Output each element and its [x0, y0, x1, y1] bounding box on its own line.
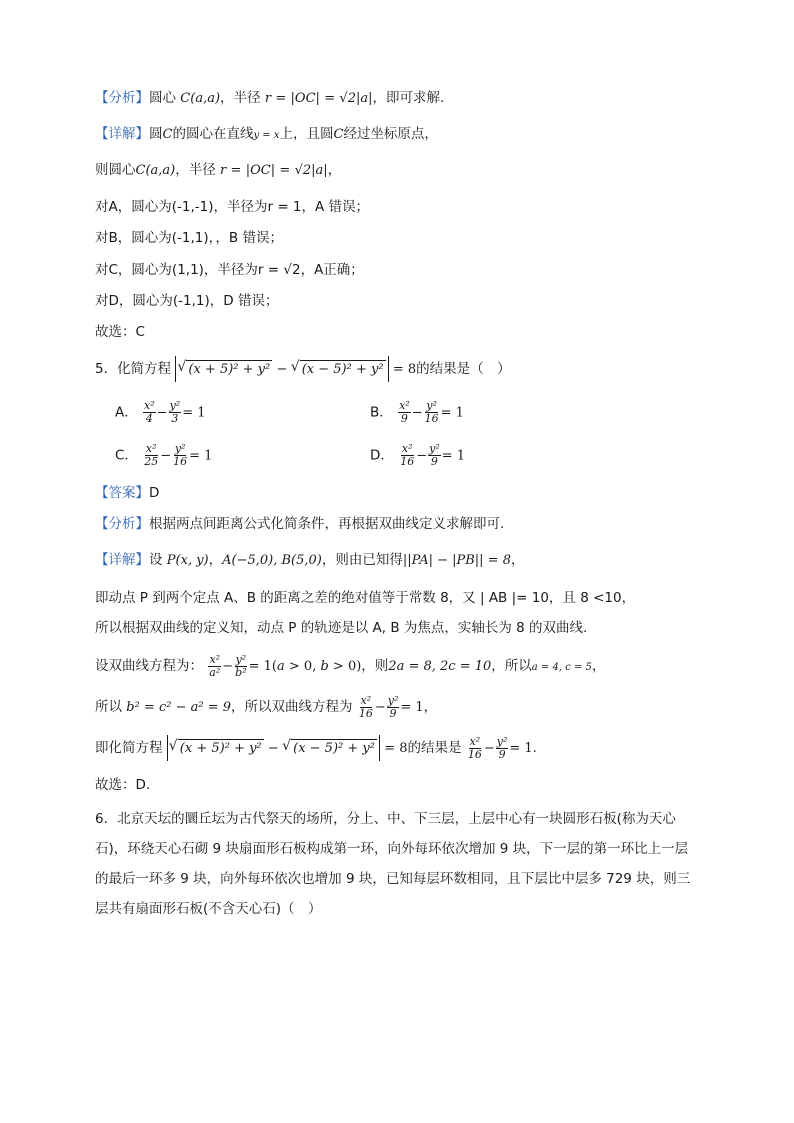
math: $\frac{\text{x²}}{\text{a²}}$: [209, 652, 221, 679]
text: ，则: [361, 658, 389, 674]
text: D．: [370, 447, 394, 464]
answer-tag: 【答案】: [95, 485, 149, 501]
text: 即化简方程: [95, 740, 163, 756]
math: r: [220, 163, 227, 178]
text: ，半径: [220, 90, 261, 106]
text: ，即可求解.: [372, 90, 445, 106]
text: 5．化简方程: [95, 361, 172, 377]
option-b[interactable]: B． $\frac{\text{x²}}{9}$ − $\frac{\text{y²}}{16}$ = 1: [370, 399, 464, 425]
text: D: [149, 485, 160, 501]
xiangjie-tag: 【详解】: [95, 552, 149, 568]
fenxi-tag: 【分析】: [95, 90, 149, 106]
math: y = x: [253, 130, 280, 141]
q6-l2: 石)，环绕天心石砌 9 块扇面形石板构成第一环，向外每环依次增加 9 块，下一层的第一环比上一层: [95, 841, 689, 857]
math: C(a,a): [180, 91, 221, 106]
option-a[interactable]: A． $\frac{\text{x²}}{4}$ − $\frac{\text{y²}}{3}$ = 1: [115, 399, 206, 425]
q5-l1: 即动点 P 到两个定点 A、B 的距离之差的绝对值等于常数 8，又 | AB |= 10，且 8 <10，: [95, 590, 636, 606]
math: $\frac{\text{x²}}{4}$: [144, 399, 155, 425]
math: $\frac{\text{x²}}{16}$: [400, 442, 415, 468]
option-c[interactable]: C． $\frac{\text{x²}}{25}$ − $\frac{\text{y²}}{16}$ = 1: [115, 442, 213, 468]
math: $\frac{\text{y²}}{9}$: [429, 442, 440, 468]
math: P(x, y): [166, 553, 209, 568]
then-line: 则圆心C(a,a)，半径 r = |OC| = √2|a|，: [95, 162, 342, 178]
math-abs: √ (x + 5)² + y² − √ (x − 5)² + y²: [167, 735, 380, 761]
text: 经过坐标原点，: [343, 126, 438, 142]
q5-final: 故选：D.: [95, 777, 151, 793]
q6-l4: 层共有扇面形石板(不含天心石)（ ）: [95, 901, 322, 917]
q5-l5: 即化简方程 √ (x + 5)² + y² − √ (x − 5)² + y² = 8的结果是 $\frac{\text{x²}}{16}$ − $\frac{\text{y²}}{9}$ = 1.: [95, 735, 537, 762]
math: $\frac{\text{y²}}{9}$: [496, 734, 508, 761]
math: $\frac{\text{y²}}{3}$: [169, 399, 181, 425]
text: ，所以: [491, 658, 532, 674]
math: $\frac{\text{x²}}{9}$: [399, 399, 410, 425]
text: ，: [327, 162, 342, 178]
q5-xiangjie: 【详解】设 P(x, y)，A(−5,0), B(5,0)，则由已知得||PA| − |PB|| = 8，: [95, 552, 525, 568]
xiangjie-tag: 【详解】: [95, 126, 149, 142]
text: A．: [115, 404, 138, 421]
text: ，所以双曲线方程为: [231, 699, 353, 715]
math: C(a,a): [135, 163, 176, 178]
q6-l1: 6．北京天坛的圜丘坛为古代祭天的场所，分上、中、下三层，上层中心有一块圆形石板(称为天心: [95, 811, 676, 827]
q5-l4: 所以 b² = c² − a² = 9，所以双曲线方程为 $\frac{\text{x²}}{16}$ − $\frac{\text{y²}}{9}$ = 1，: [95, 693, 438, 720]
q5-l3: 设双曲线方程为： $\frac{\text{x²}}{\text{a²}}$ − $\frac{\text{y²}}{\text{b²}}$ = 1(a > 0, b > 0)，则2a = 8, 2c = 10，所以a = 4, c = 5，: [95, 652, 606, 679]
q6-l3: 的最后一环多 9 块，向外每环依次也增加 9 块，已知每层环数相同，且下层比中层多 729 块，则三: [95, 871, 691, 887]
case-b: 对B，圆心为(-1,1)，，B 错误；: [95, 230, 283, 246]
text: B．: [370, 404, 393, 421]
case-d: 对D，圆心为(-1,1)，D 错误；: [95, 293, 279, 309]
math: r: [264, 91, 272, 106]
q5-fenxi: [95, 514, 504, 534]
math: $\frac{\text{x²}}{25}$: [144, 442, 159, 468]
text: 设: [149, 552, 163, 568]
q5-l2: 所以根据双曲线的定义知，动点 P 的轨迹是以 A, B 为焦点，实轴长为 8 的双曲线.: [95, 620, 588, 636]
text: ，则由已知得: [321, 552, 403, 568]
q5-answer: [95, 483, 159, 503]
math: C: [333, 127, 344, 142]
text: 则圆心: [95, 162, 136, 178]
case-c: 对C，圆心为(1,1)，半径为r = √2，A正确；: [95, 262, 364, 278]
answer-c: 故选：C: [95, 324, 145, 340]
math: $\frac{\text{y²}}{16}$: [173, 442, 188, 468]
text: 设双曲线方程为：: [95, 658, 203, 674]
text: 所以: [95, 699, 122, 715]
math: $\frac{\text{x²}}{16}$: [467, 734, 482, 761]
text: 根据两点间距离公式化简条件，再根据双曲线定义求解即可.: [149, 516, 505, 532]
option-d[interactable]: D． $\frac{\text{x²}}{16}$ − $\frac{\text{y²}}{9}$ = 1: [370, 442, 466, 468]
text: C．: [115, 447, 138, 464]
math: $\frac{\text{y²}}{9}$: [387, 693, 399, 720]
text: ，半径: [175, 162, 216, 178]
math: $\frac{\text{y²}}{\text{b²}}$: [235, 652, 247, 679]
text: 的结果是（ ）: [416, 361, 511, 377]
text: 圆: [149, 126, 163, 142]
fenxi-tag: 【分析】: [95, 516, 149, 532]
q5-stem: 5．化简方程 √ (x + 5)² + y² − √ (x − 5)² + y² = 8的结果是（ ）: [95, 356, 511, 382]
text: 的结果是: [407, 740, 462, 756]
math: C: [162, 127, 173, 142]
math: $\frac{\text{x²}}{16}$: [358, 693, 373, 720]
math-abs: √ (x + 5)² + y² − √ (x − 5)² + y²: [175, 356, 388, 382]
xiangjie-line: [95, 124, 438, 146]
fenxi-line: 【分析】圆心 C(a,a)，半径 r = |OC| = √2|a|，即可求解.: [95, 90, 445, 106]
text: 圆心: [149, 90, 176, 106]
math: $\frac{\text{y²}}{16}$: [424, 399, 439, 425]
text: 的圆心在直线: [172, 126, 254, 142]
case-a: 对A，圆心为(-1,-1)，半径为r = 1，A 错误；: [95, 199, 370, 215]
text: 上，且圆: [279, 126, 334, 142]
